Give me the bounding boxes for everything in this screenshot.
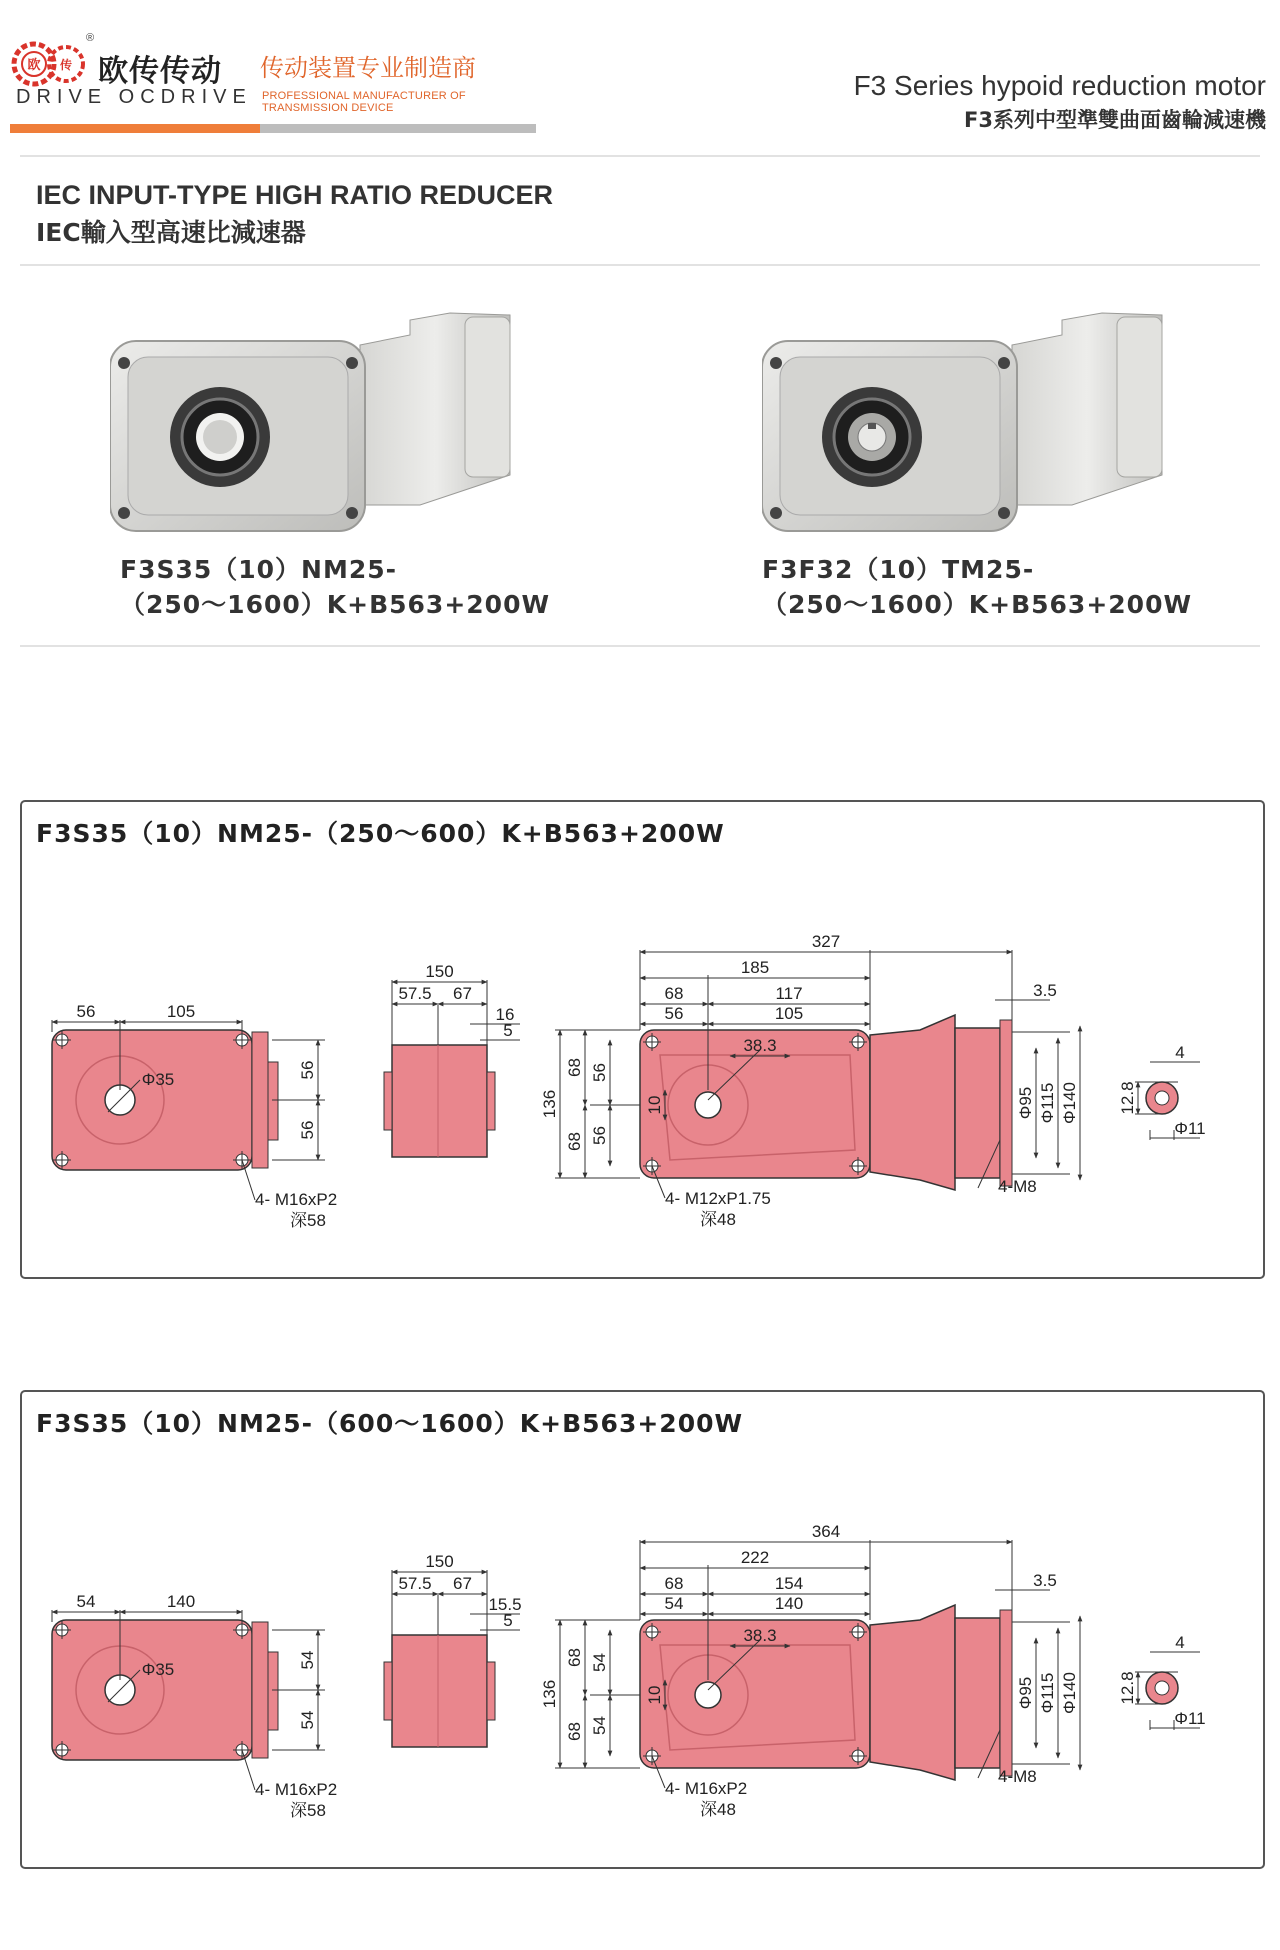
dim-key-12.8: 12.8 xyxy=(1118,1081,1137,1115)
flange-bolt-spec: 4-M8 xyxy=(998,1767,1037,1786)
section-title-en: IEC INPUT-TYPE HIGH RATIO REDUCER xyxy=(36,180,554,210)
adapter-body xyxy=(870,1605,955,1780)
shaft-core xyxy=(1155,1681,1169,1695)
tap-spec-front: 4- M16xP2 xyxy=(255,1780,338,1799)
dim-pilot-95: Φ95 xyxy=(1016,1676,1035,1710)
bore-hole-main xyxy=(695,1682,721,1708)
dim-flange-3.5: 3.5 xyxy=(1033,981,1057,1000)
section-title-cn: IEC輸入型高速比減速器 xyxy=(36,218,306,247)
dim-width-1: 54 xyxy=(76,1592,96,1611)
dim-side-67: 67 xyxy=(453,984,472,1003)
dim-side-16: 16 xyxy=(495,1005,515,1024)
side-view xyxy=(384,1552,522,1747)
dim-flange-140: Φ140 xyxy=(1060,1082,1079,1124)
adapter-body xyxy=(870,1015,955,1190)
logo-glyph-left: 欧 xyxy=(27,58,41,73)
dim-side-67: 67 xyxy=(453,1574,472,1593)
dim-10: 10 xyxy=(645,1685,664,1705)
side-view xyxy=(384,962,520,1157)
housing-front xyxy=(52,1030,252,1170)
dim-main-105: 140 xyxy=(774,1594,804,1613)
dim-pilot-95: Φ95 xyxy=(1016,1086,1035,1120)
front-view xyxy=(52,1002,337,1230)
drawing-group-1 xyxy=(52,932,1206,1230)
dim-main-117: 117 xyxy=(775,984,803,1003)
dim-main-56: 56 xyxy=(664,1004,684,1023)
dim-height-1: 54 xyxy=(298,1650,317,1670)
dim-housing-length: 222 xyxy=(740,1548,770,1567)
brand-name-cn: 欧传传动 xyxy=(98,54,222,89)
brand-name-en: DRIVE OCDRIVE xyxy=(16,86,252,108)
shaft-core xyxy=(1155,1091,1169,1105)
dim-height-136: 136 xyxy=(540,1679,559,1709)
shaft-left xyxy=(384,1072,392,1130)
dim-height-56b: 54 xyxy=(590,1716,609,1735)
housing-side xyxy=(392,1045,487,1157)
dim-height-68a: 68 xyxy=(565,1648,584,1667)
dim-side-16: 15.5 xyxy=(488,1595,522,1614)
drawing-title: F3S35（10）NM25-（600～1600）K+B563+200W xyxy=(36,1409,744,1438)
dim-side-57: 57.5 xyxy=(398,1574,432,1593)
boss-front xyxy=(268,1062,278,1140)
dim-height-136: 136 xyxy=(540,1089,559,1119)
dim-width-1: 56 xyxy=(76,1002,96,1021)
dim-key-4: 4 xyxy=(1175,1633,1185,1652)
dim-key-11: Φ11 xyxy=(1174,1709,1206,1728)
dim-side-5: 5 xyxy=(503,1611,513,1630)
dim-38.3: 38.3 xyxy=(743,1036,777,1055)
product-caption-1-line2: （250～1600）K+B563+200W xyxy=(120,590,551,619)
dim-key-4: 4 xyxy=(1175,1043,1185,1062)
shaft-right xyxy=(487,1072,495,1130)
dim-height-1: 56 xyxy=(298,1060,317,1080)
tap-spec-front: 4- M16xP2 xyxy=(255,1190,338,1209)
flange-front xyxy=(252,1622,268,1758)
slogan-en: PROFESSIONAL MANUFACTURER OF TRANSMISSION DEVICE xyxy=(262,90,466,114)
dim-width-2: 140 xyxy=(166,1592,196,1611)
bore-diameter-label: Φ35 xyxy=(141,1070,175,1089)
dim-38.3: 38.3 xyxy=(743,1626,777,1645)
dim-flange-140: Φ140 xyxy=(1060,1672,1079,1714)
dim-main-117: 154 xyxy=(774,1574,804,1593)
dim-side-150: 150 xyxy=(425,962,454,981)
product-caption-2-line1: F3F32（10）TM25- xyxy=(762,555,1035,584)
boss-front xyxy=(268,1652,278,1730)
dim-pcd-115: Φ115 xyxy=(1038,1672,1057,1714)
tap-depth-front: 深58 xyxy=(290,1801,326,1820)
dim-height-56b: 56 xyxy=(590,1126,609,1145)
dim-key-12.8: 12.8 xyxy=(1118,1671,1137,1705)
dim-10: 10 xyxy=(645,1095,664,1115)
dim-main-56: 54 xyxy=(664,1594,684,1613)
product-caption-1-line1: F3S35（10）NM25- xyxy=(120,555,398,584)
dim-height-2: 54 xyxy=(298,1710,317,1730)
dim-flange-3.5: 3.5 xyxy=(1033,1571,1057,1590)
flange-face xyxy=(1000,1610,1012,1776)
dim-main-105: 105 xyxy=(774,1004,804,1023)
drawing-title: F3S35（10）NM25-（250～600）K+B563+200W xyxy=(36,819,725,848)
dim-height-68b: 68 xyxy=(565,1132,584,1151)
dim-main-68: 68 xyxy=(664,984,684,1003)
dim-height-2: 56 xyxy=(298,1120,317,1140)
bore-diameter-label: Φ35 xyxy=(141,1660,175,1679)
dim-total-length: 364 xyxy=(811,1522,841,1541)
logo-glyph-right: 传 xyxy=(59,58,73,72)
shaft-left xyxy=(384,1662,392,1720)
tap-spec-main: 4- M16xP2 xyxy=(665,1779,748,1798)
series-title-en: F3 Series hypoid reduction motor xyxy=(853,70,1266,101)
main-view xyxy=(540,1522,1080,1819)
registered-mark: ® xyxy=(86,32,95,44)
dim-height-68a: 68 xyxy=(565,1058,584,1077)
dim-total-length: 327 xyxy=(811,932,841,951)
main-view xyxy=(540,932,1080,1229)
dim-pcd-115: Φ115 xyxy=(1038,1082,1057,1124)
key-section-view xyxy=(1118,1633,1206,1730)
flange-front xyxy=(252,1032,268,1168)
dim-side-57: 57.5 xyxy=(398,984,432,1003)
key-section-view xyxy=(1118,1043,1206,1140)
flange-bolt-spec: 4-M8 xyxy=(998,1177,1037,1196)
housing-side xyxy=(392,1635,487,1747)
front-view xyxy=(52,1592,337,1820)
tap-spec-main: 4- M12xP1.75 xyxy=(665,1189,771,1208)
bore-hole-main xyxy=(695,1092,721,1118)
dim-housing-length: 185 xyxy=(740,958,770,977)
tap-depth-main: 深48 xyxy=(700,1210,736,1229)
product-caption-2-line2: （250～1600）K+B563+200W xyxy=(762,590,1193,619)
dim-side-5: 5 xyxy=(503,1021,513,1040)
dim-main-68: 68 xyxy=(664,1574,684,1593)
tap-depth-main: 深48 xyxy=(700,1800,736,1819)
drawing-group-2 xyxy=(52,1522,1206,1820)
dim-height-56a: 56 xyxy=(590,1063,609,1082)
flange-face xyxy=(1000,1020,1012,1186)
slogan-cn: 传动装置专业制造商 xyxy=(260,54,476,82)
shaft-right xyxy=(487,1662,495,1720)
dim-width-2: 105 xyxy=(166,1002,196,1021)
dim-key-11: Φ11 xyxy=(1174,1119,1206,1138)
series-title-cn: F3系列中型準雙曲面齒輪減速機 xyxy=(964,108,1266,132)
dim-height-56a: 54 xyxy=(590,1653,609,1672)
tap-depth-front: 深58 xyxy=(290,1211,326,1230)
dim-height-68b: 68 xyxy=(565,1722,584,1741)
dim-side-150: 150 xyxy=(425,1552,454,1571)
housing-front xyxy=(52,1620,252,1760)
